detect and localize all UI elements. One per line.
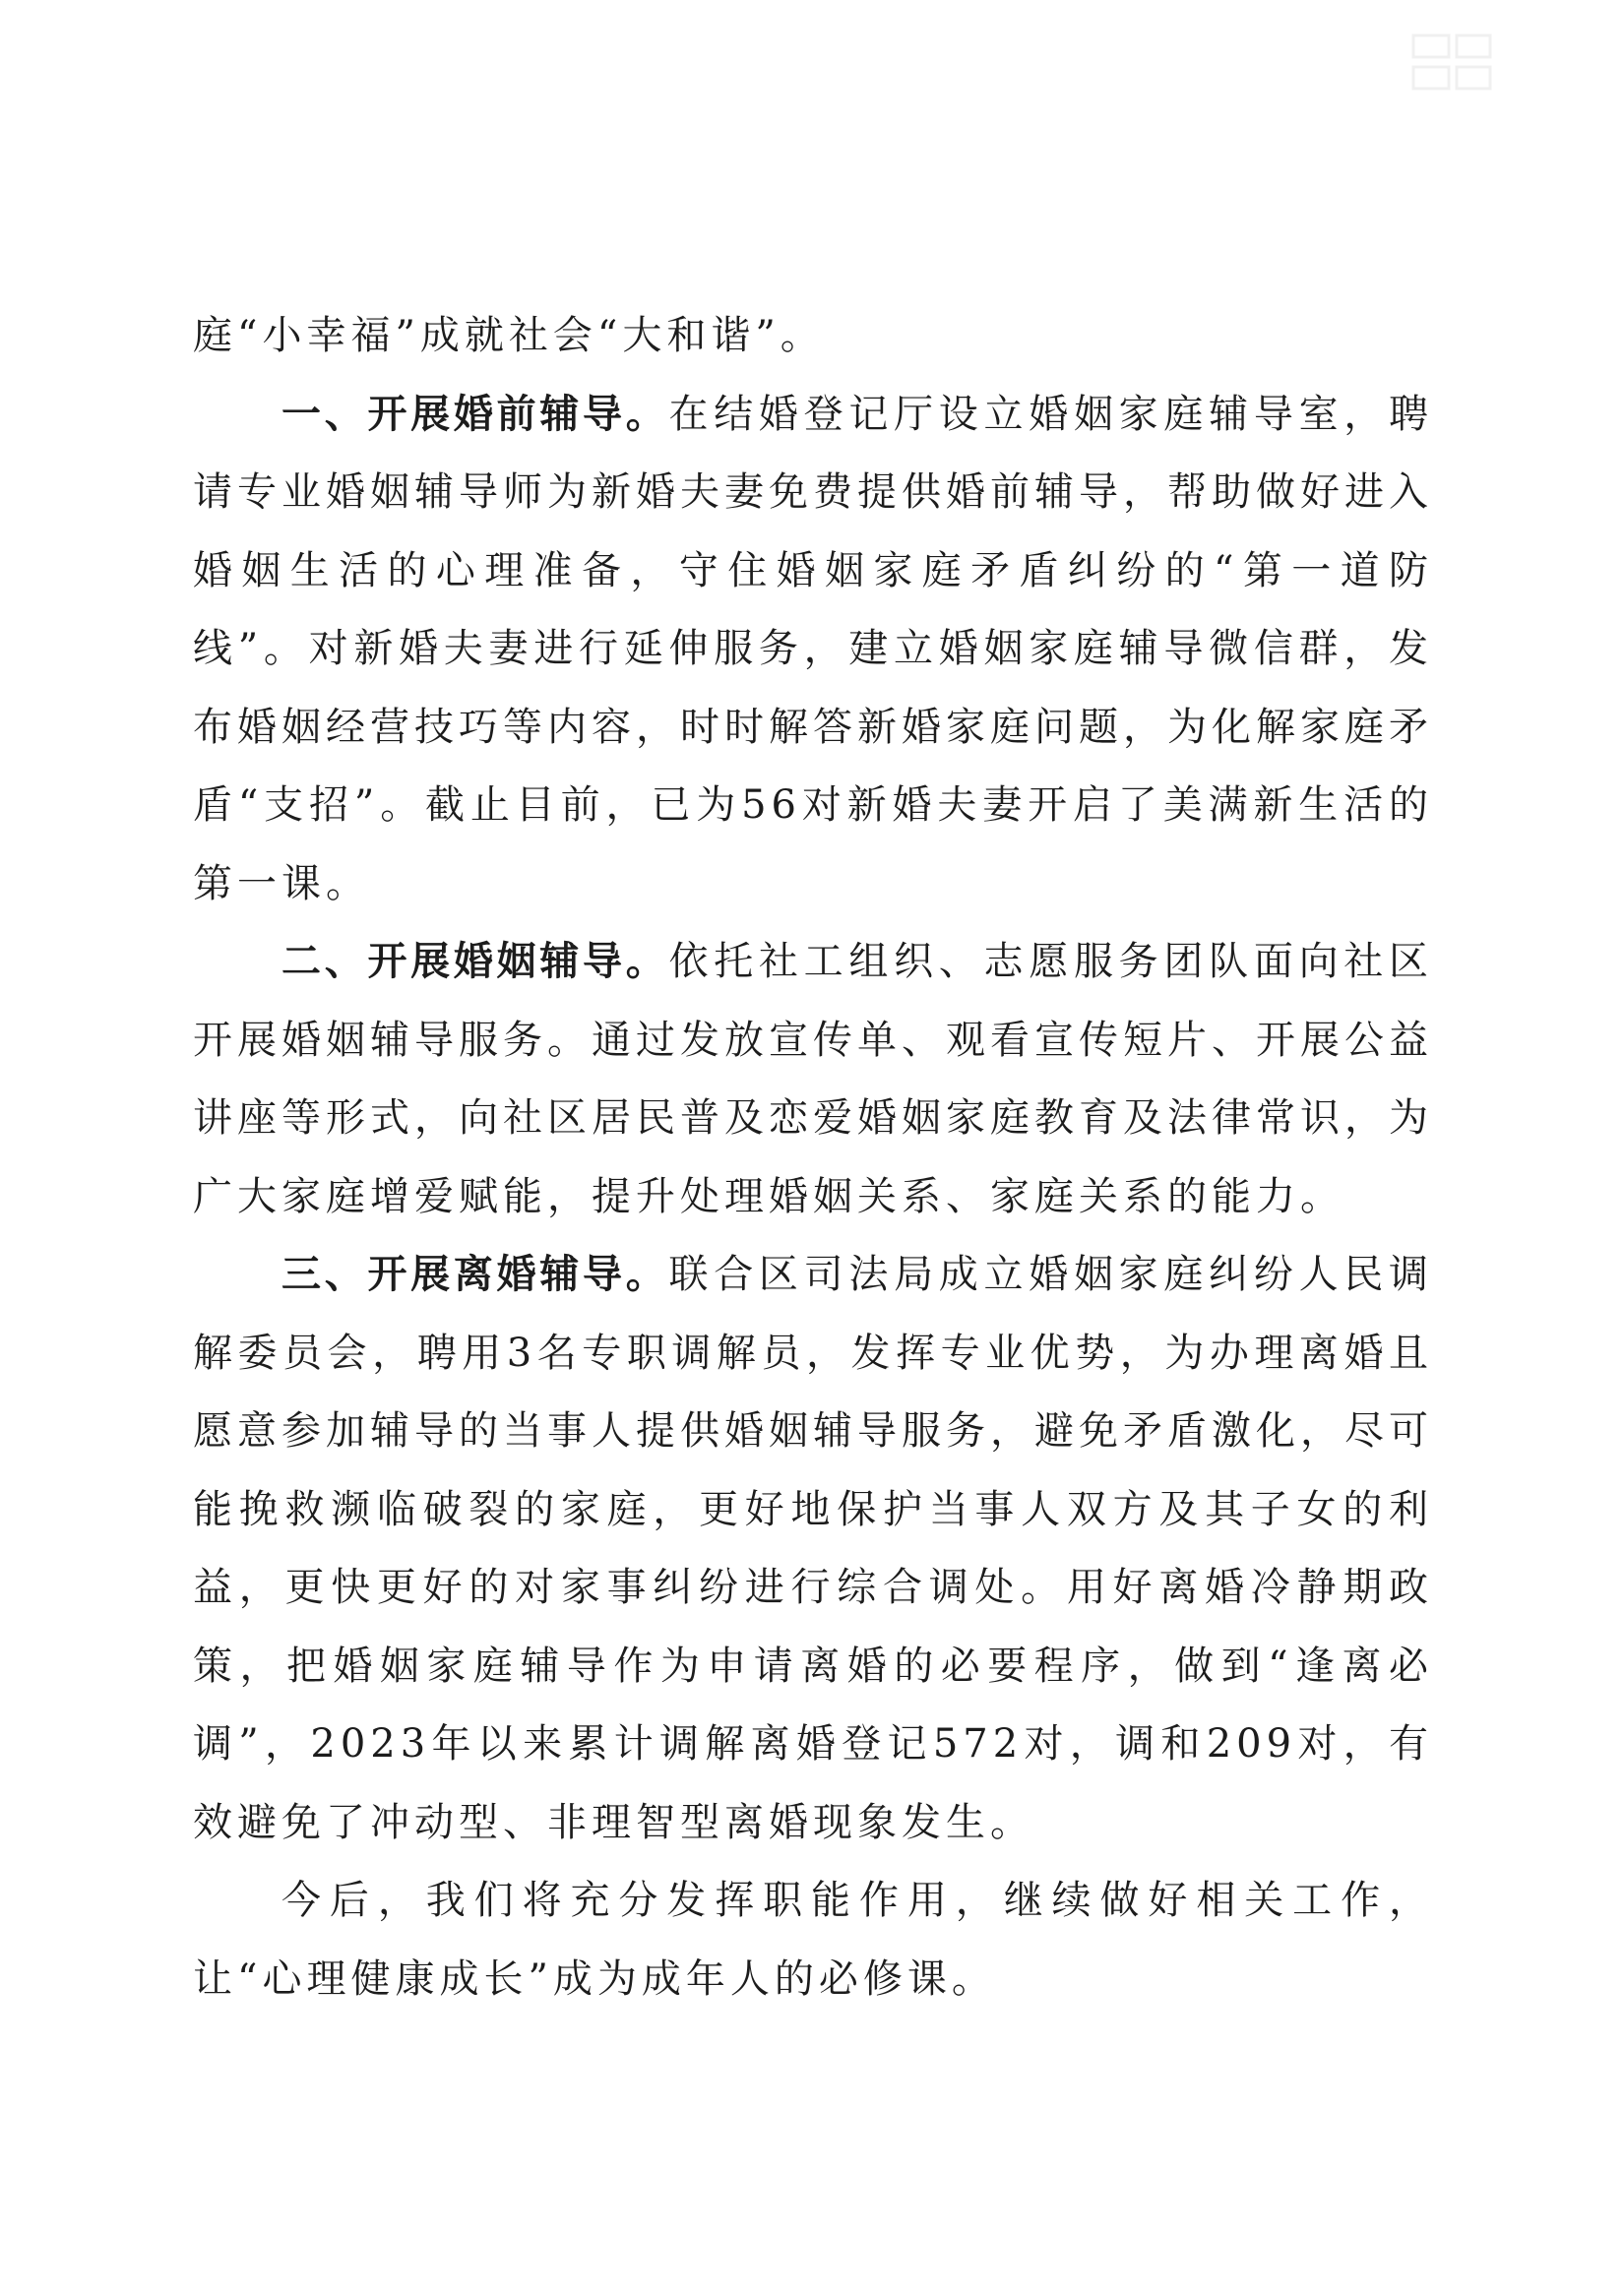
- paragraph-text: 庭“小幸福”成就社会“大和谐”。: [193, 313, 825, 358]
- paragraph-conclusion: [193, 1862, 1433, 2018]
- document-body: [193, 297, 1433, 2018]
- scan-corner-mark-icon: [1407, 28, 1496, 96]
- paragraph-text: 联合区司法局成立婚姻家庭纠纷人民调解委员会，聘用3名专职调解员，发挥专业优势，为办理离婚且愿意参加辅导的当事人提供婚姻辅导服务，避免矛盾激化，尽可能挽救濒临破裂的家庭，更好地保护当事人双方及其子女的利益，更快更好的对家事纠纷进行综合调处。用好离婚冷静期政策，把婚姻家庭辅导作为申请离婚的必要程序，做到“逢离必调”，2023年以来累计调解离婚登记572对，调和209对，有效避免了冲动型、非理智型离婚现象发生。: [193, 1252, 1434, 1845]
- section-heading-premarital: 一、开展婚前辅导。: [281, 391, 669, 437]
- paragraph-text: 依托社工组织、志愿服务团队面向社区开展婚姻辅导服务。通过发放宣传单、观看宣传短片、开展公益讲座等形式，向社区居民普及恋爱婚姻家庭教育及法律常识，为广大家庭增爱赋能，提升处理婚姻关系、家庭关系的能力。: [193, 939, 1434, 1219]
- paragraph-text: 在结婚登记厅设立婚姻家庭辅导室，聘请专业婚姻辅导师为新婚夫妻免费提供婚前辅导，帮助做好进入婚姻生活的心理准备，守住婚姻家庭矛盾纠纷的“第一道防线”。对新婚夫妻进行延伸服务，建立婚姻家庭辅导微信群，发布婚姻经营技巧等内容，时时解答新婚家庭问题，为化解家庭矛盾“支招”。截止目前，已为56对新婚夫妻开启了美满新生活的第一课。: [193, 391, 1434, 906]
- section-heading-divorce: 三、开展离婚辅导。: [281, 1252, 669, 1297]
- paragraph-closing-of-intro: [193, 297, 1433, 376]
- paragraph-premarital-guidance: [193, 376, 1433, 924]
- paragraph-divorce-guidance: [193, 1236, 1433, 1862]
- paragraph-text: 今后，我们将充分发挥职能作用，继续做好相关工作，让“心理健康成长”成为成年人的必修课。: [193, 1878, 1433, 2002]
- paragraph-marriage-guidance: [193, 923, 1433, 1236]
- section-heading-marriage: 二、开展婚姻辅导。: [281, 939, 669, 984]
